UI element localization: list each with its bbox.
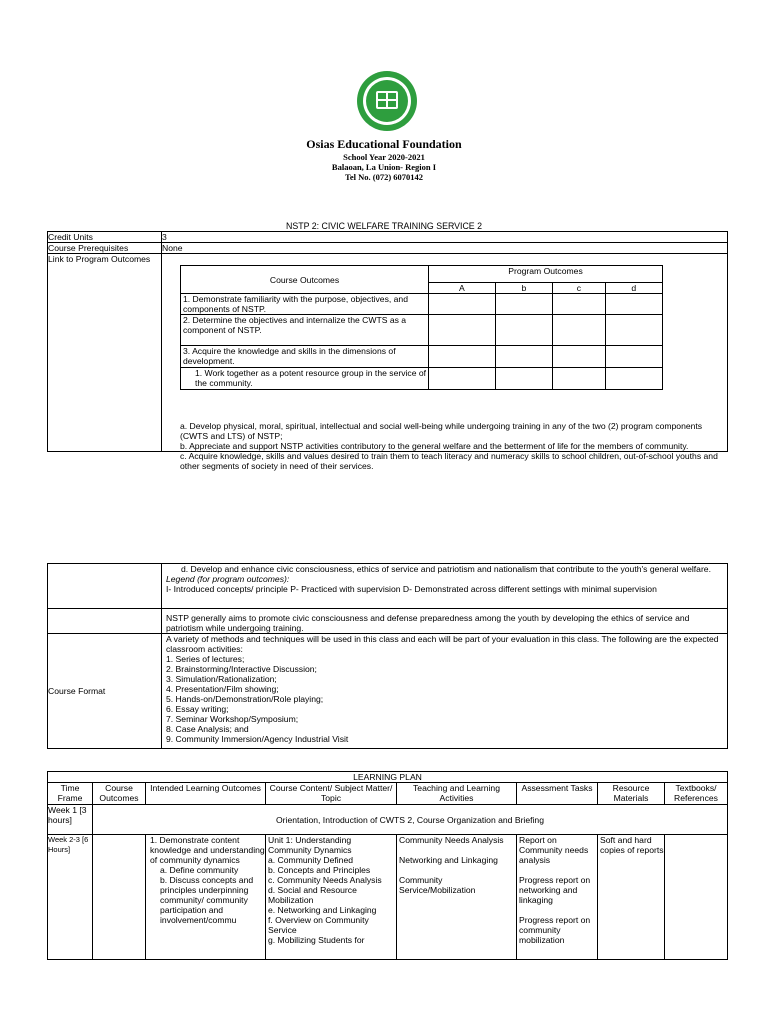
col-resources: Resource Materials	[598, 783, 665, 805]
course-format-table	[47, 563, 728, 749]
col-course-outcomes: Course Outcomes	[93, 783, 146, 805]
goal-a: a. Develop physical, moral, spiritual, intellectual and social well-being while undergoing training in any of the two (2) program components (CWTS and LTS) of NSTP;	[180, 421, 703, 441]
ilo-title: 1. Demonstrate content knowledge and understanding of community dynamics	[150, 835, 265, 865]
content-title: Unit 1: Understanding Community Dynamics	[268, 835, 352, 855]
content-item: a. Community Defined	[268, 855, 354, 865]
link-outcomes-label: Link to Program Outcomes	[48, 254, 162, 452]
outcomes-table	[180, 265, 663, 390]
school-tel: Tel No. (072) 6070142	[344, 172, 424, 182]
col-tla: Teaching and Learning Activities	[397, 783, 517, 805]
col-content: Course Content/ Subject Matter/ Topic	[266, 783, 397, 805]
course-title: NSTP 2: CIVIC WELFARE TRAINING SERVICE 2	[285, 221, 483, 231]
content-item: b. Concepts and Principles	[268, 865, 371, 875]
activity-item: 8. Case Analysis; and	[166, 724, 249, 734]
po-col-d: d	[605, 283, 662, 294]
outcome-row: 2. Determine the objectives and internalize the CWTS as a component of NSTP.	[181, 315, 429, 346]
format-intro: A variety of methods and techniques will be used in this class and each will be part of your evaluation in this class. The following are the expected classroom activities:	[166, 634, 719, 654]
content-item: e. Networking and Linkaging	[268, 905, 377, 915]
outcome-row: 3. Acquire the knowledge and skills in the dimensions of development.	[181, 346, 429, 368]
school-address: Balaoan, La Union- Region I	[331, 162, 437, 172]
school-year: School Year 2020-2021	[343, 152, 425, 162]
legend-title: Legend (for program outcomes):	[166, 574, 290, 584]
course-info-table	[47, 231, 728, 471]
tla-item: Networking and Linkaging	[399, 855, 498, 865]
activity-item: 4. Presentation/Film showing;	[166, 684, 279, 694]
learning-plan-table	[47, 771, 728, 960]
col-references: Textbooks/ References	[665, 783, 728, 805]
week1-label: Week 1 [3 hours]	[48, 805, 93, 835]
course-outcomes-header: Course Outcomes	[181, 266, 429, 294]
po-col-c: c	[553, 283, 606, 294]
course-format-label: Course Format	[48, 634, 162, 749]
activity-item: 2. Brainstorming/Interactive Discussion;	[166, 664, 317, 674]
program-goals	[180, 421, 725, 471]
col-ilo: Intended Learning Outcomes	[146, 783, 266, 805]
assessment-item: Report on Community needs analysis	[519, 835, 589, 865]
tla-item: Community Needs Analysis	[399, 835, 504, 845]
learning-plan-title: LEARNING PLAN	[48, 772, 728, 783]
po-col-a: A	[429, 283, 496, 294]
prereq-value: None	[162, 243, 728, 254]
content-item: d. Social and Resource Mobilization	[268, 885, 357, 905]
activity-item: 6. Essay writing;	[166, 704, 229, 714]
content-item: c. Community Needs Analysis	[268, 875, 382, 885]
activity-item: 7. Seminar Workshop/Symposium;	[166, 714, 299, 724]
outcome-row: 1. Demonstrate familiarity with the purpose, objectives, and components of NSTP.	[181, 294, 429, 315]
aims-text: NSTP generally aims to promote civic consciousness and defense preparedness among the youth by developing the ethics of service and patriotism while undergoing training.	[162, 609, 728, 634]
activity-item: 9. Community Immersion/Agency Industrial Visit	[166, 734, 349, 744]
legend-text: I- Introduced concepts/ principle P- Practiced with supervision D- Demonstrated across different settings with minimal supervision	[166, 584, 657, 594]
assessment-item: Progress report on community mobilization	[519, 915, 591, 945]
tla-item: Community Service/Mobilization	[399, 875, 476, 895]
activity-item: 5. Hands-on/Demonstration/Role playing;	[166, 694, 324, 704]
col-time-frame: Time Frame	[48, 783, 93, 805]
ilo-item: a. Define community	[160, 865, 239, 875]
school-seal	[356, 70, 418, 132]
activity-item: 1. Series of lectures;	[166, 654, 245, 664]
goal-c: c. Acquire knowledge, skills and values desired to train them to teach literacy and numeracy skills to school children, out-of-school youths and other segments of society in need of their services.	[180, 451, 718, 471]
credit-units-value: 3	[162, 232, 728, 243]
po-col-b: b	[495, 283, 552, 294]
goal-b: b. Appreciate and support NSTP activities contributory to the general welfare and the betterment of life for the members of community.	[180, 441, 689, 451]
ilo-item: b. Discuss concepts and principles underpinning community/ community participation and involvement/commu	[160, 875, 254, 925]
resource-materials: Soft and hard copies of reports	[598, 835, 665, 960]
content-item: f. Overview on Community Service	[268, 915, 369, 935]
assessment-item: Progress report on networking and linkaging	[519, 875, 591, 905]
content-item: g. Mobilizing Students for	[268, 935, 365, 945]
goal-d: d. Develop and enhance civic consciousness, ethics of service and patriotism and nationalism that contribute to the youth's general welfare.	[181, 564, 711, 574]
activity-item: 3. Simulation/Rationalization;	[166, 674, 277, 684]
prereq-label: Course Prerequisites	[48, 243, 162, 254]
credit-units-label: Credit Units	[48, 232, 162, 243]
outcome-row: 1. Work together as a potent resource group in the service of the community.	[181, 368, 429, 390]
col-assessment: Assessment Tasks	[517, 783, 598, 805]
program-outcomes-header: Program Outcomes	[429, 266, 663, 283]
week1-content: Orientation, Introduction of CWTS 2, Course Organization and Briefing	[93, 805, 728, 835]
school-name: Osias Educational Foundation	[306, 137, 462, 151]
week2-label: Week 2-3 [6 Hours]	[48, 835, 93, 960]
